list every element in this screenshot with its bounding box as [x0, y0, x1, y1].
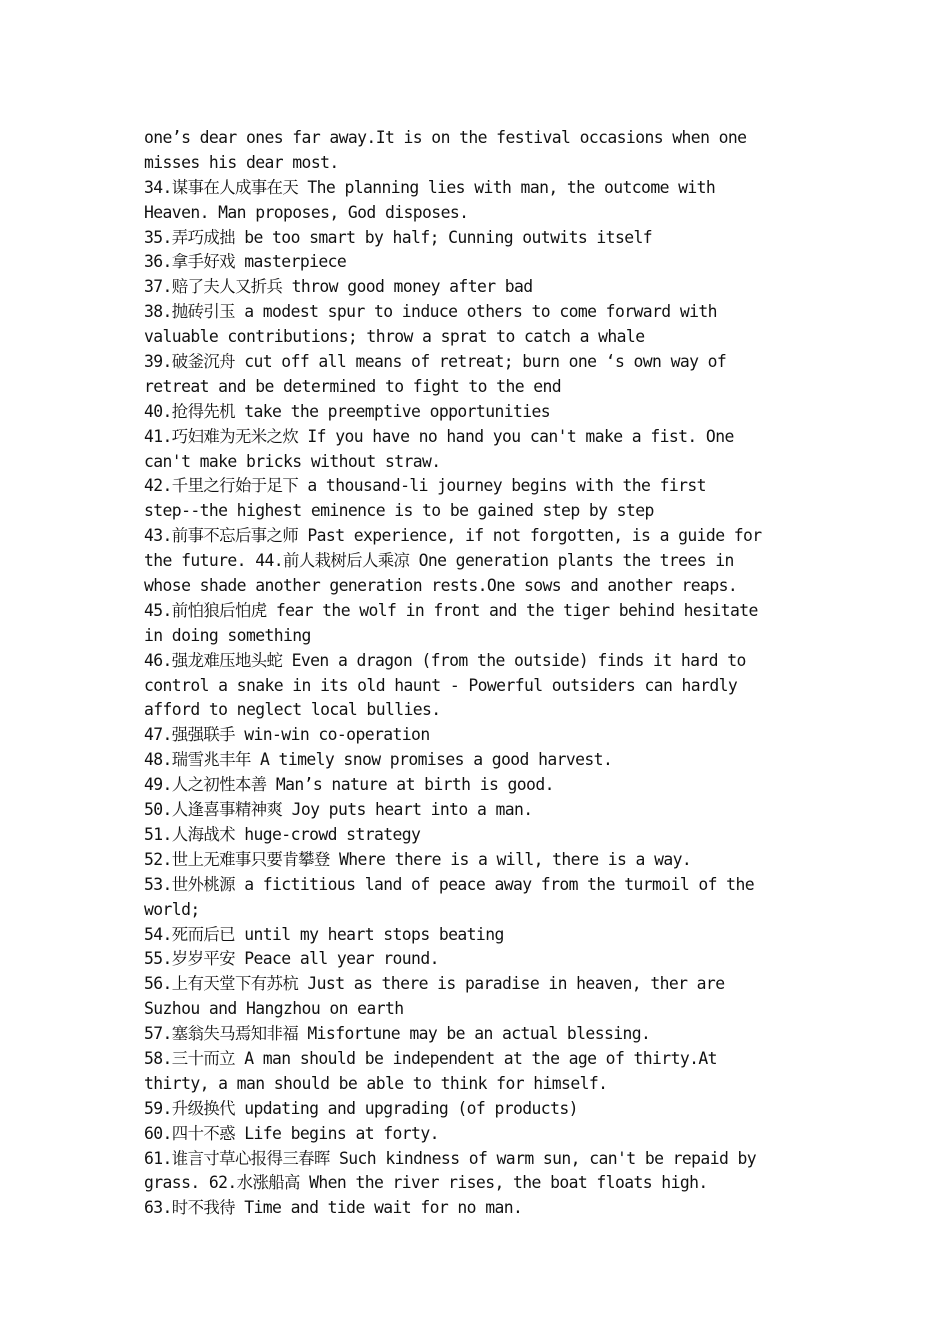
text-line: 58.三十而立 A man should be independent at the age of thirty.At	[144, 1048, 717, 1068]
text-line: 40.抢得先机 take the preemptive opportunities	[144, 401, 551, 421]
text-line: 38.抛砖引玉 a modest spur to induce others to come forward with	[144, 302, 717, 322]
text-line: afford to neglect local bullies.	[144, 700, 441, 720]
text-line: misses his dear most.	[144, 152, 339, 172]
text-line: 46.强龙难压地头蛇 Even a dragon (from the outside) finds it hard to	[144, 650, 746, 670]
text-line: Heaven. Man proposes, God disposes.	[144, 202, 469, 222]
text-line: grass. 62.水涨船高 When the river rises, the boat floats high.	[144, 1173, 708, 1193]
text-line: control a snake in its old haunt - Powerful outsiders can hardly	[144, 675, 738, 695]
text-line: 45.前怕狼后怕虎 fear the wolf in front and the tiger behind hesitate	[144, 600, 758, 620]
text-line: can't make bricks without straw.	[144, 451, 441, 471]
text-line: 37.赔了夫人又折兵 throw good money after bad	[144, 277, 533, 297]
text-line: 51.人海战术 huge-crowd strategy	[144, 824, 421, 844]
text-line: the future. 44.前人栽树后人乘凉 One generation plants the trees in	[144, 551, 734, 571]
text-line: in doing something	[144, 625, 311, 645]
text-line: 50.人逢喜事精神爽 Joy puts heart into a man.	[144, 800, 533, 820]
text-line: 56.上有天堂下有苏杭 Just as there is paradise in heaven, ther are	[144, 974, 725, 994]
text-line: step--the highest eminence is to be gained step by step	[144, 501, 654, 521]
text-line: 34.谋事在人成事在天 The planning lies with man, the outcome with	[144, 177, 716, 197]
text-line: 43.前事不忘后事之师 Past experience, if not forgotten, is a guide for	[144, 526, 762, 546]
text-line: 36.拿手好戏 masterpiece	[144, 252, 347, 272]
text-line: 59.升级换代 updating and upgrading (of products)	[144, 1098, 578, 1118]
text-line: retreat and be determined to fight to the end	[144, 376, 562, 396]
text-line: 39.破釜沉舟 cut off all means of retreat; burn one ‘s own way of	[144, 352, 727, 372]
text-line: 49.人之初性本善 Man’s nature at birth is good.	[144, 775, 554, 795]
text-line: 54.死而后已 until my heart stops beating	[144, 924, 504, 944]
document-body	[144, 126, 824, 1221]
text-line: 57.塞翁失马焉知非福 Misfortune may be an actual blessing.	[144, 1024, 651, 1044]
text-line: Suzhou and Hangzhou on earth	[144, 999, 404, 1019]
text-line: 48.瑞雪兆丰年 A timely snow promises a good harvest.	[144, 750, 613, 770]
text-line: 35.弄巧成拙 be too smart by half; Cunning outwits itself	[144, 227, 653, 247]
text-line: 53.世外桃源 a fictitious land of peace away from the turmoil of the	[144, 874, 754, 894]
text-line: world;	[144, 899, 200, 919]
text-line: 60.四十不惑 Life begins at forty.	[144, 1123, 439, 1143]
text-line: 42.千里之行始于足下 a thousand-li journey begins with the first	[144, 476, 706, 496]
text-line: 47.强强联手 win-win co-operation	[144, 725, 430, 745]
text-line: whose shade another generation rests.One sows and another reaps.	[144, 576, 738, 596]
text-line: 41.巧妇难为无米之炊 If you have no hand you can't make a fist. One	[144, 426, 734, 446]
text-line: 61.谁言寸草心报得三春晖 Such kindness of warm sun, can't be repaid by	[144, 1148, 757, 1168]
text-line: one’s dear ones far away.It is on the festival occasions when one	[144, 128, 747, 147]
text-line: 55.岁岁平安 Peace all year round.	[144, 949, 439, 969]
text-line: thirty, a man should be able to think for himself.	[144, 1073, 608, 1093]
text-line: 63.时不我待 Time and tide wait for no man.	[144, 1198, 523, 1218]
text-line: 52.世上无难事只要肯攀登 Where there is a will, there is a way.	[144, 849, 692, 869]
text-line: valuable contributions; throw a sprat to catch a whale	[144, 327, 645, 347]
